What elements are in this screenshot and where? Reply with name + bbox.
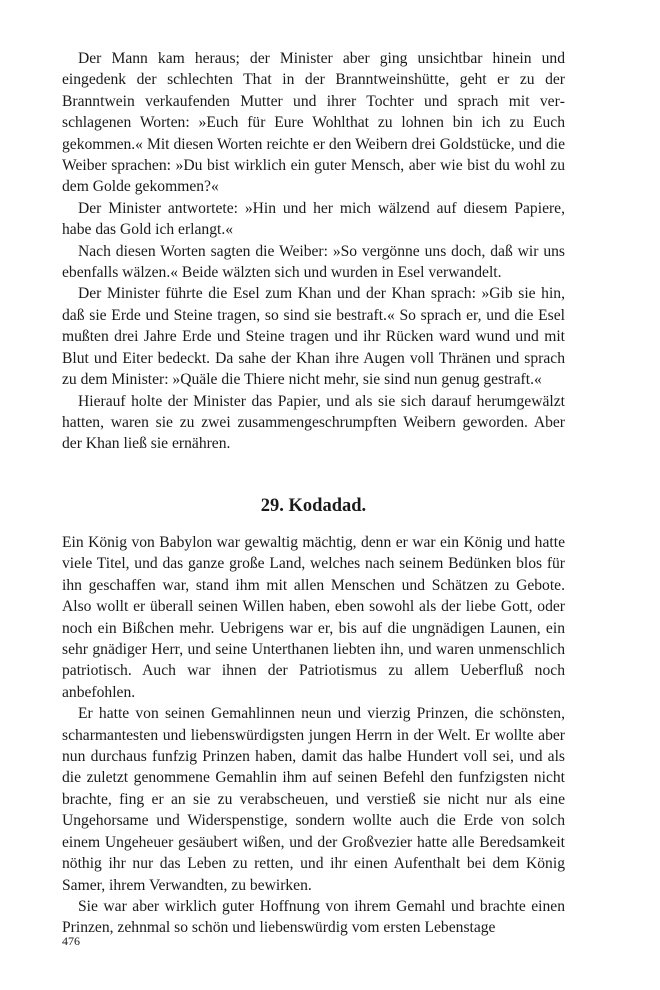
page-number: 476 xyxy=(62,934,80,948)
paragraph: Ein König von Babylon war gewaltig mächtig, denn er war ein König und hatte viele Titel, und das ganze große Land, welches nach seinem Bedünken blos für ihn geschaffen war, stand ihm mit allen Menschen und Schätzen zu Gebote. Also wollt er überall seinen Willen haben, eben sowohl als der liebe Gott, oder noch ein Bißchen mehr. Uebrigens war er, bis auf die ungnädigen Launen, ein sehr gnädiger Herr, und seine Unterthanen liebten ihn, und waren unmenschlich patriotisch. Auch war ihnen der Patriotismus zu allem Ueberfluß noch anbefohlen. xyxy=(62,534,565,701)
paragraph: Der Mann kam heraus; der Minister aber ging unsichtbar hinein und eingedenk der schlechten That in der Branntweinshütte, geht er zu der Branntwein verkaufenden Mutter und ihrer Tochter und sprach mit verschlagenen Worten: »Euch für Eure Wohlthat zu lohnen bin ich zu Euch gekommen.« Mit diesen Worten reichte er den Weibern drei Goldstücke, und die Weiber sprachen: »Du bist wirklich ein guter Mensch, aber wie bist du wohl zu dem Golde gekommen?« xyxy=(62,50,565,196)
chapter-text xyxy=(62,532,565,939)
paragraph: Sie war aber wirklich guter Hoffnung von ihrem Gemahl und brachte einen Prinzen, zehnmal so schön und liebenswürdig vom ersten Lebenstage xyxy=(62,897,565,937)
paragraph: Der Minister führte die Esel zum Khan und der Khan sprach: »Gib sie hin, daß sie Erde und Steine tragen, so sind sie bestraft.« So sprach er, und die Esel mußten drei Jahre Erde und Steine tragen und ihr Rücken ward wund und mit Blut und Eiter bedeckt. Da sahe der Khan ihre Augen voll Thränen und sprach zu dem Minister: »Quäle die Thiere nicht mehr, sie sind nun genug gestraft.« xyxy=(62,285,565,389)
paragraph: Er hatte von seinen Gemahlinnen neun und vierzig Prinzen, die schönsten, scharmantesten und liebenswürdigsten jungen Herrn in der Welt. Er wollte aber nun durchaus funfzig Prinzen haben, damit das halbe Hundert voll sei, und als die zuletzt genommene Gemahlin ihm auf seinen Befehl den funfzigsten nicht brachte, fing er an sie zu verabscheuen, und verstieß sie nicht nur als eine Ungehorsame und Widerspenstige, sondern wollte auch die Erde von solch einem Ungeheuer gesäubert wißen, und der Großvezier hatte alle Beredsamkeit nöthig ihr nur das Leben zu retten, und ihr einen Aufenthalt bei dem König Samer, ihrem Verwandten, zu bewirken. xyxy=(62,705,565,894)
previous-story-text xyxy=(62,48,565,455)
paragraph: Nach diesen Worten sagten die Weiber: »So vergönne uns doch, daß wir uns ebenfalls wälzen.« Beide wälzten sich und wurden in Esel verwandelt. xyxy=(62,242,565,282)
chapter-heading: 29. Kodadad. xyxy=(260,496,367,516)
paragraph: Hierauf holte der Minister das Papier, und als sie sich darauf herumgewälzt hatten, waren sie zu zwei zusammengeschrumpften Weibern geworden. Aber der Khan ließ sie ernähren. xyxy=(62,392,565,453)
paragraph: Der Minister antwortete: »Hin und her mich wälzend auf diesem Papiere, habe das Gold ich erlangt.« xyxy=(62,199,565,239)
